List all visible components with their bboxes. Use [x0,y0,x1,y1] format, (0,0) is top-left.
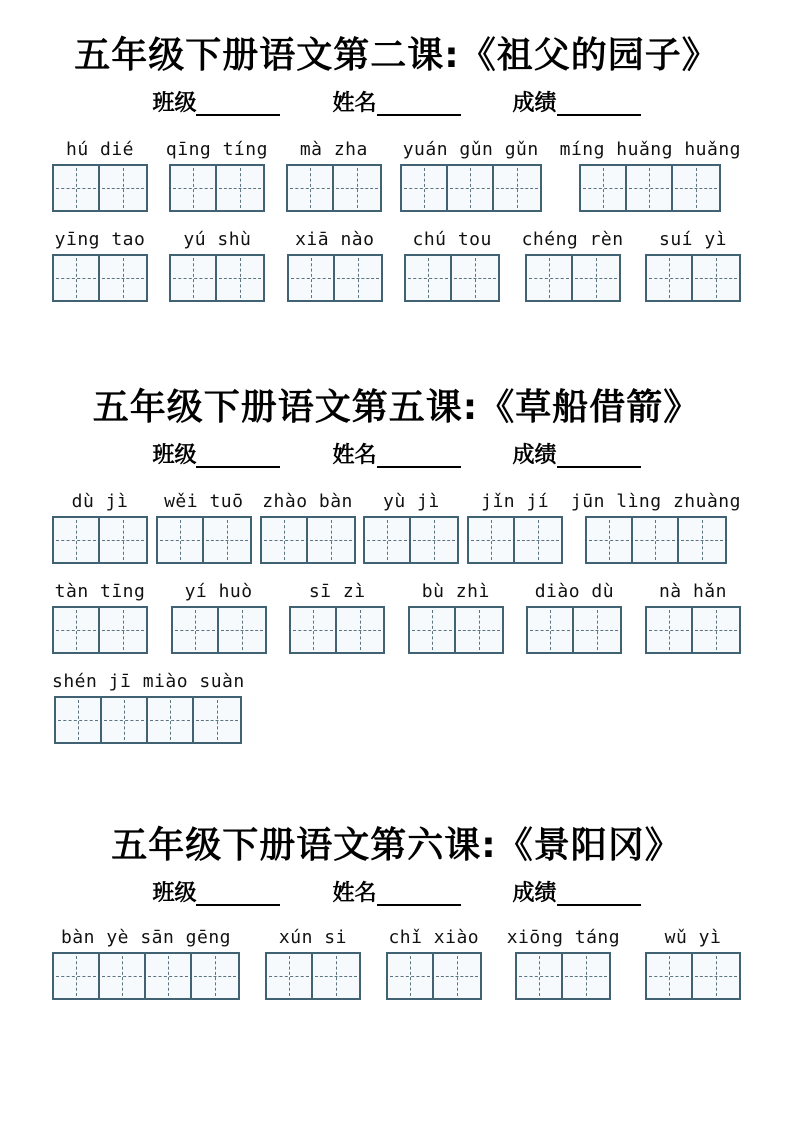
word-block [404,228,500,302]
pinyin-label: shén jī miào suàn [52,671,245,692]
writing-grid [579,164,721,212]
score-fill-line [557,884,641,906]
writing-cell [158,518,204,562]
writing-cell [289,256,335,300]
writing-grid [645,254,741,302]
word-row [0,490,793,564]
word-block [166,138,268,212]
name-field-label: 姓名 [332,881,377,906]
pinyin-label: yí huò [184,581,253,602]
pinyin-label: yù jì [383,491,440,512]
writing-grid [169,254,265,302]
word-block [289,580,385,654]
writing-cell [574,608,620,652]
name-field-label: 姓名 [332,91,377,116]
writing-cell [194,698,240,742]
score-field [513,92,641,116]
word-block [52,670,245,744]
pinyin-label: xiōng táng [506,927,621,948]
word-block [408,580,504,654]
writing-cell [693,954,739,998]
pinyin-label: jūn lìng zhuàng [570,491,741,512]
writing-cell [581,166,627,210]
pinyin-label: dù jì [71,491,129,512]
writing-grid [287,254,383,302]
writing-grid [404,254,500,302]
pinyin-label: yīng tao [54,229,146,250]
word-block [265,926,361,1000]
writing-cell [679,518,725,562]
writing-cell [410,608,456,652]
section-title: 五年级下册语文第六课:《景阳冈》 [111,825,682,866]
writing-cell [456,608,502,652]
writing-cell [204,518,250,562]
writing-cell [173,608,219,652]
section-title: 五年级下册语文第五课:《草船借箭》 [92,387,701,428]
writing-grid [645,606,741,654]
writing-cell [308,518,354,562]
pinyin-label: xiā nào [295,229,375,250]
writing-cell [365,518,411,562]
word-block [386,926,482,1000]
word-block [645,580,741,654]
pinyin-label: wǔ yì [664,927,722,948]
word-row [0,228,793,302]
writing-cell [517,954,563,998]
word-block [52,926,240,1000]
word-block [52,228,148,302]
pinyin-label: tàn tīng [54,581,146,602]
writing-grid [585,516,727,564]
class-field [152,882,280,906]
writing-cell [217,166,263,210]
score-field [513,444,641,468]
writing-cell [448,166,494,210]
writing-cell [434,954,480,998]
writing-cell [148,698,194,742]
writing-cell [54,518,100,562]
word-block [645,228,741,302]
word-block [363,490,459,564]
class-field-label: 班级 [152,881,197,906]
pinyin-label: yuán gǔn gǔn [402,139,539,160]
score-fill-line [557,446,641,468]
writing-cell [171,166,217,210]
writing-cell [146,954,192,998]
writing-grid [386,952,482,1000]
writing-cell [563,954,609,998]
writing-grid [526,606,622,654]
pinyin-label: nà hǎn [658,581,727,602]
writing-grid [467,516,563,564]
section-lesson-5 [0,386,793,744]
word-block [400,138,542,212]
class-field [152,444,280,468]
writing-cell [693,608,739,652]
word-block [287,228,383,302]
writing-grid [289,606,385,654]
word-row [0,138,793,212]
word-row [0,926,793,1000]
writing-cell [452,256,498,300]
pinyin-label: chǐ xiào [388,927,480,948]
pinyin-label: bàn yè sān gēng [60,927,232,948]
pinyin-label: chú tou [412,229,492,250]
pinyin-label: zhào bàn [262,491,353,512]
writing-cell [633,518,679,562]
writing-cell [54,954,100,998]
writing-grid [400,164,542,212]
writing-cell [54,166,100,210]
name-field [332,444,460,468]
writing-cell [673,166,719,210]
pinyin-label: jǐn jí [481,491,550,512]
writing-cell [288,166,334,210]
word-block [467,490,563,564]
writing-cell [528,608,574,652]
writing-cell [406,256,452,300]
writing-cell [313,954,359,998]
writing-cell [56,698,102,742]
writing-cell [627,166,673,210]
section-lesson-6 [0,824,793,1000]
writing-cell [647,954,693,998]
section-title: 五年级下册语文第二课:《祖父的园子》 [74,35,719,76]
word-block [52,138,148,212]
pinyin-label: xún si [278,927,347,948]
writing-grid [515,952,611,1000]
writing-grid [408,606,504,654]
score-fill-line [557,94,641,116]
writing-cell [217,256,263,300]
writing-cell [291,608,337,652]
writing-cell [469,518,515,562]
class-field-label: 班级 [152,91,197,116]
writing-cell [171,256,217,300]
class-fill-line [196,884,280,906]
pinyin-label: mà zha [299,139,368,160]
writing-cell [335,256,381,300]
writing-cell [402,166,448,210]
pinyin-label: chéng rèn [521,229,624,250]
word-block [571,490,741,564]
writing-cell [100,954,146,998]
writing-cell [267,954,313,998]
writing-grid [525,254,621,302]
writing-cell [219,608,265,652]
writing-cell [647,608,693,652]
writing-grid [363,516,459,564]
writing-grid [54,696,242,744]
pinyin-label: sī zì [308,581,366,602]
writing-grid [286,164,382,212]
name-fill-line [377,884,461,906]
writing-cell [693,256,739,300]
writing-grid [169,164,265,212]
writing-cell [334,166,380,210]
writing-cell [388,954,434,998]
word-block [260,490,356,564]
writing-grid [52,254,148,302]
word-block [52,580,148,654]
writing-cell [262,518,308,562]
word-block [560,138,741,212]
pinyin-label: bù zhì [421,581,490,602]
class-fill-line [196,446,280,468]
word-block [507,926,620,1000]
name-field [332,882,460,906]
writing-cell [54,256,100,300]
pinyin-label: qīng tíng [165,139,268,160]
name-field [332,92,460,116]
writing-cell [647,256,693,300]
score-field-label: 成绩 [512,91,557,116]
writing-cell [192,954,238,998]
pinyin-label: wěi tuō [164,491,244,512]
score-field [513,882,641,906]
writing-cell [573,256,619,300]
class-field-label: 班级 [152,443,197,468]
class-field [152,92,280,116]
word-block [171,580,267,654]
fields-row [0,88,793,116]
writing-cell [102,698,148,742]
writing-cell [527,256,573,300]
pinyin-label: hú dié [65,139,135,160]
writing-grid [52,952,240,1000]
word-block [522,228,624,302]
word-block [169,228,265,302]
word-block [286,138,382,212]
writing-cell [100,608,146,652]
word-block [526,580,622,654]
writing-cell [515,518,561,562]
word-block [645,926,741,1000]
writing-cell [100,256,146,300]
score-field-label: 成绩 [512,881,557,906]
writing-grid [260,516,356,564]
word-row [0,580,793,654]
word-row [0,670,793,744]
writing-grid [52,164,148,212]
writing-grid [171,606,267,654]
writing-cell [337,608,383,652]
writing-grid [645,952,741,1000]
word-block [52,490,148,564]
writing-cell [494,166,540,210]
writing-cell [100,166,146,210]
pinyin-label: míng huǎng huǎng [559,139,741,160]
name-fill-line [377,446,461,468]
writing-grid [156,516,252,564]
name-field-label: 姓名 [332,443,377,468]
section-lesson-2 [0,0,793,302]
writing-cell [411,518,457,562]
pinyin-label: yú shù [183,229,252,250]
writing-cell [100,518,146,562]
pinyin-label: diào dù [534,581,615,602]
writing-grid [52,606,148,654]
fields-row [0,440,793,468]
class-fill-line [196,94,280,116]
pinyin-label: suí yì [658,229,728,250]
writing-cell [587,518,633,562]
fields-row [0,878,793,906]
writing-grid [52,516,148,564]
word-block [156,490,252,564]
writing-grid [265,952,361,1000]
name-fill-line [377,94,461,116]
writing-cell [54,608,100,652]
score-field-label: 成绩 [512,443,557,468]
